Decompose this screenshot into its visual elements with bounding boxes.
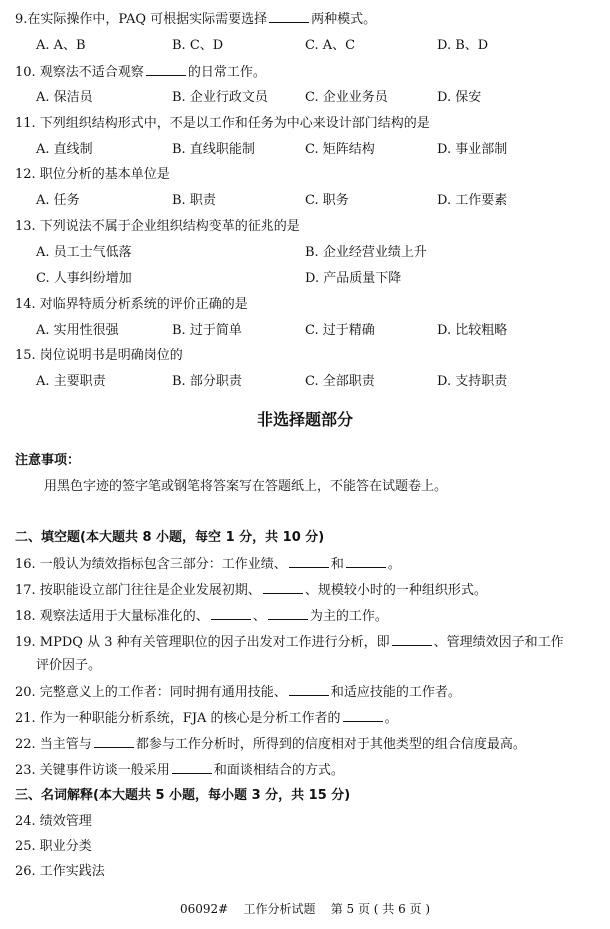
answer-blank (269, 10, 309, 23)
notice-body: 用黑色字迹的签字笔或钢笔将答案写在答题纸上，不能答在试题卷上。 (44, 479, 448, 494)
option-d: D. 产品质量下降 (305, 271, 402, 286)
question-text: 为主的工作。 (309, 609, 388, 624)
question-text: 23. 关键事件访谈一般采用 (15, 763, 170, 778)
question-21 (15, 709, 398, 728)
answer-blank (268, 607, 308, 620)
fill-section-header: 二、填空题(本大题共 8 小题，每空 1 分，共 10 分) (15, 530, 325, 545)
answer-blank (211, 607, 251, 620)
question-12: 12. 职位分析的基本单位是 (15, 167, 170, 182)
question-14: 14. 对临界特质分析系统的评价正确的是 (15, 297, 248, 312)
option-d: D. 工作要素 (437, 193, 508, 208)
option-c: C. 全部职责 (305, 374, 375, 389)
question-10 (15, 63, 266, 82)
question-text: 21. 作为一种职能分析系统，FJA 的核心是分析工作者的 (15, 711, 341, 726)
option-b: B. 过于简单 (172, 323, 242, 338)
answer-blank (172, 761, 212, 774)
option-a: A. 直线制 (36, 142, 93, 157)
question-text: 。 (384, 711, 398, 726)
question-11: 11. 下列组织结构形式中，不是以工作和任务为中心来设计部门结构的是 (15, 116, 430, 131)
term-item: 25. 职业分类 (15, 839, 92, 854)
option-c: C. 矩阵结构 (305, 142, 375, 157)
question-13: 13. 下列说法不属于企业组织结构变革的征兆的是 (15, 219, 300, 234)
option-d: D. 比较粗略 (437, 323, 508, 338)
answer-blank (343, 709, 383, 722)
answer-blank (94, 735, 134, 748)
option-b: B. 企业经营业绩上升 (305, 245, 427, 260)
option-c: C. 企业业务员 (305, 90, 388, 105)
option-d: D. B、D (437, 38, 489, 53)
answer-blank (146, 63, 186, 76)
option-a: A. A、B (36, 38, 86, 53)
term-item: 24. 绩效管理 (15, 814, 92, 829)
question-text: 和适应技能的工作者。 (330, 685, 461, 700)
question-23 (15, 761, 344, 780)
answer-blank (263, 581, 303, 594)
option-a: A. 主要职责 (36, 374, 106, 389)
option-d: D. 保安 (437, 90, 482, 105)
page-footer: 06092# 工作分析试题 第 5 页 ( 共 6 页 ) (179, 902, 431, 916)
question-text: 都参与工作分析时，所得到的信度相对于其他类型的组合信度最高。 (135, 737, 526, 752)
answer-blank (392, 633, 432, 646)
question-text: 、管理绩效因子和工作 (433, 635, 564, 650)
option-c: C. 职务 (305, 193, 349, 208)
option-a: A. 实用性很强 (36, 323, 119, 338)
question-text: 22. 当主管与 (15, 737, 92, 752)
question-text: 的日常工作。 (187, 65, 266, 80)
question-text: 19. MPDQ 从 3 种有关管理职位的因子出发对工作进行分析，即 (15, 635, 390, 650)
question-text: 18. 观察法适用于大量标准化的、 (15, 609, 209, 624)
question-text: 、规模较小时的一种组织形式。 (304, 583, 487, 598)
term-item: 26. 工作实践法 (15, 864, 105, 879)
answer-blank (289, 683, 329, 696)
option-d: D. 事业部制 (437, 142, 508, 157)
question-18 (15, 607, 388, 626)
question-9 (15, 10, 376, 29)
option-b: B. 企业行政文员 (172, 90, 268, 105)
answer-blank (346, 555, 386, 568)
option-d: D. 支持职责 (437, 374, 508, 389)
question-text: 9.在实际操作中，PAQ 可根据实际需要选择 (15, 12, 268, 27)
option-c: C. 人事纠纷增加 (36, 271, 132, 286)
option-c: C. 过于精确 (305, 323, 375, 338)
question-text: 16. 一般认为绩效指标包含三部分：工作业绩、 (15, 557, 287, 572)
option-b: B. C、D (172, 38, 224, 53)
question-19-continued: 评价因子。 (36, 658, 102, 673)
question-text: 20. 完整意义上的工作者：同时拥有通用技能、 (15, 685, 287, 700)
question-text: 和面谈相结合的方式。 (213, 763, 344, 778)
option-a: A. 任务 (36, 193, 80, 208)
section-title: 非选择题部分 (256, 410, 353, 429)
answer-blank (289, 555, 329, 568)
question-22 (15, 735, 526, 754)
option-b: B. 职责 (172, 193, 216, 208)
question-19 (15, 633, 564, 652)
option-b: B. 部分职责 (172, 374, 242, 389)
option-b: B. 直线职能制 (172, 142, 255, 157)
question-text: 、 (252, 609, 266, 624)
question-20 (15, 683, 461, 702)
question-17 (15, 581, 487, 600)
question-16 (15, 555, 401, 574)
option-c: C. A、C (305, 38, 356, 53)
question-text: 两种模式。 (311, 12, 377, 27)
option-a: A. 保洁员 (36, 90, 93, 105)
question-15: 15. 岗位说明书是明确岗位的 (15, 348, 183, 363)
question-text: 10. 观察法不适合观察 (15, 65, 144, 80)
notice-title: 注意事项： (15, 453, 81, 468)
question-text: 17. 按职能设立部门往往是企业发展初期、 (15, 583, 261, 598)
option-a: A. 员工士气低落 (36, 245, 132, 260)
question-text: 。 (387, 557, 401, 572)
terms-section-header: 三、名词解释(本大题共 5 小题，每小题 3 分，共 15 分) (15, 788, 351, 803)
question-text: 和 (330, 557, 344, 572)
